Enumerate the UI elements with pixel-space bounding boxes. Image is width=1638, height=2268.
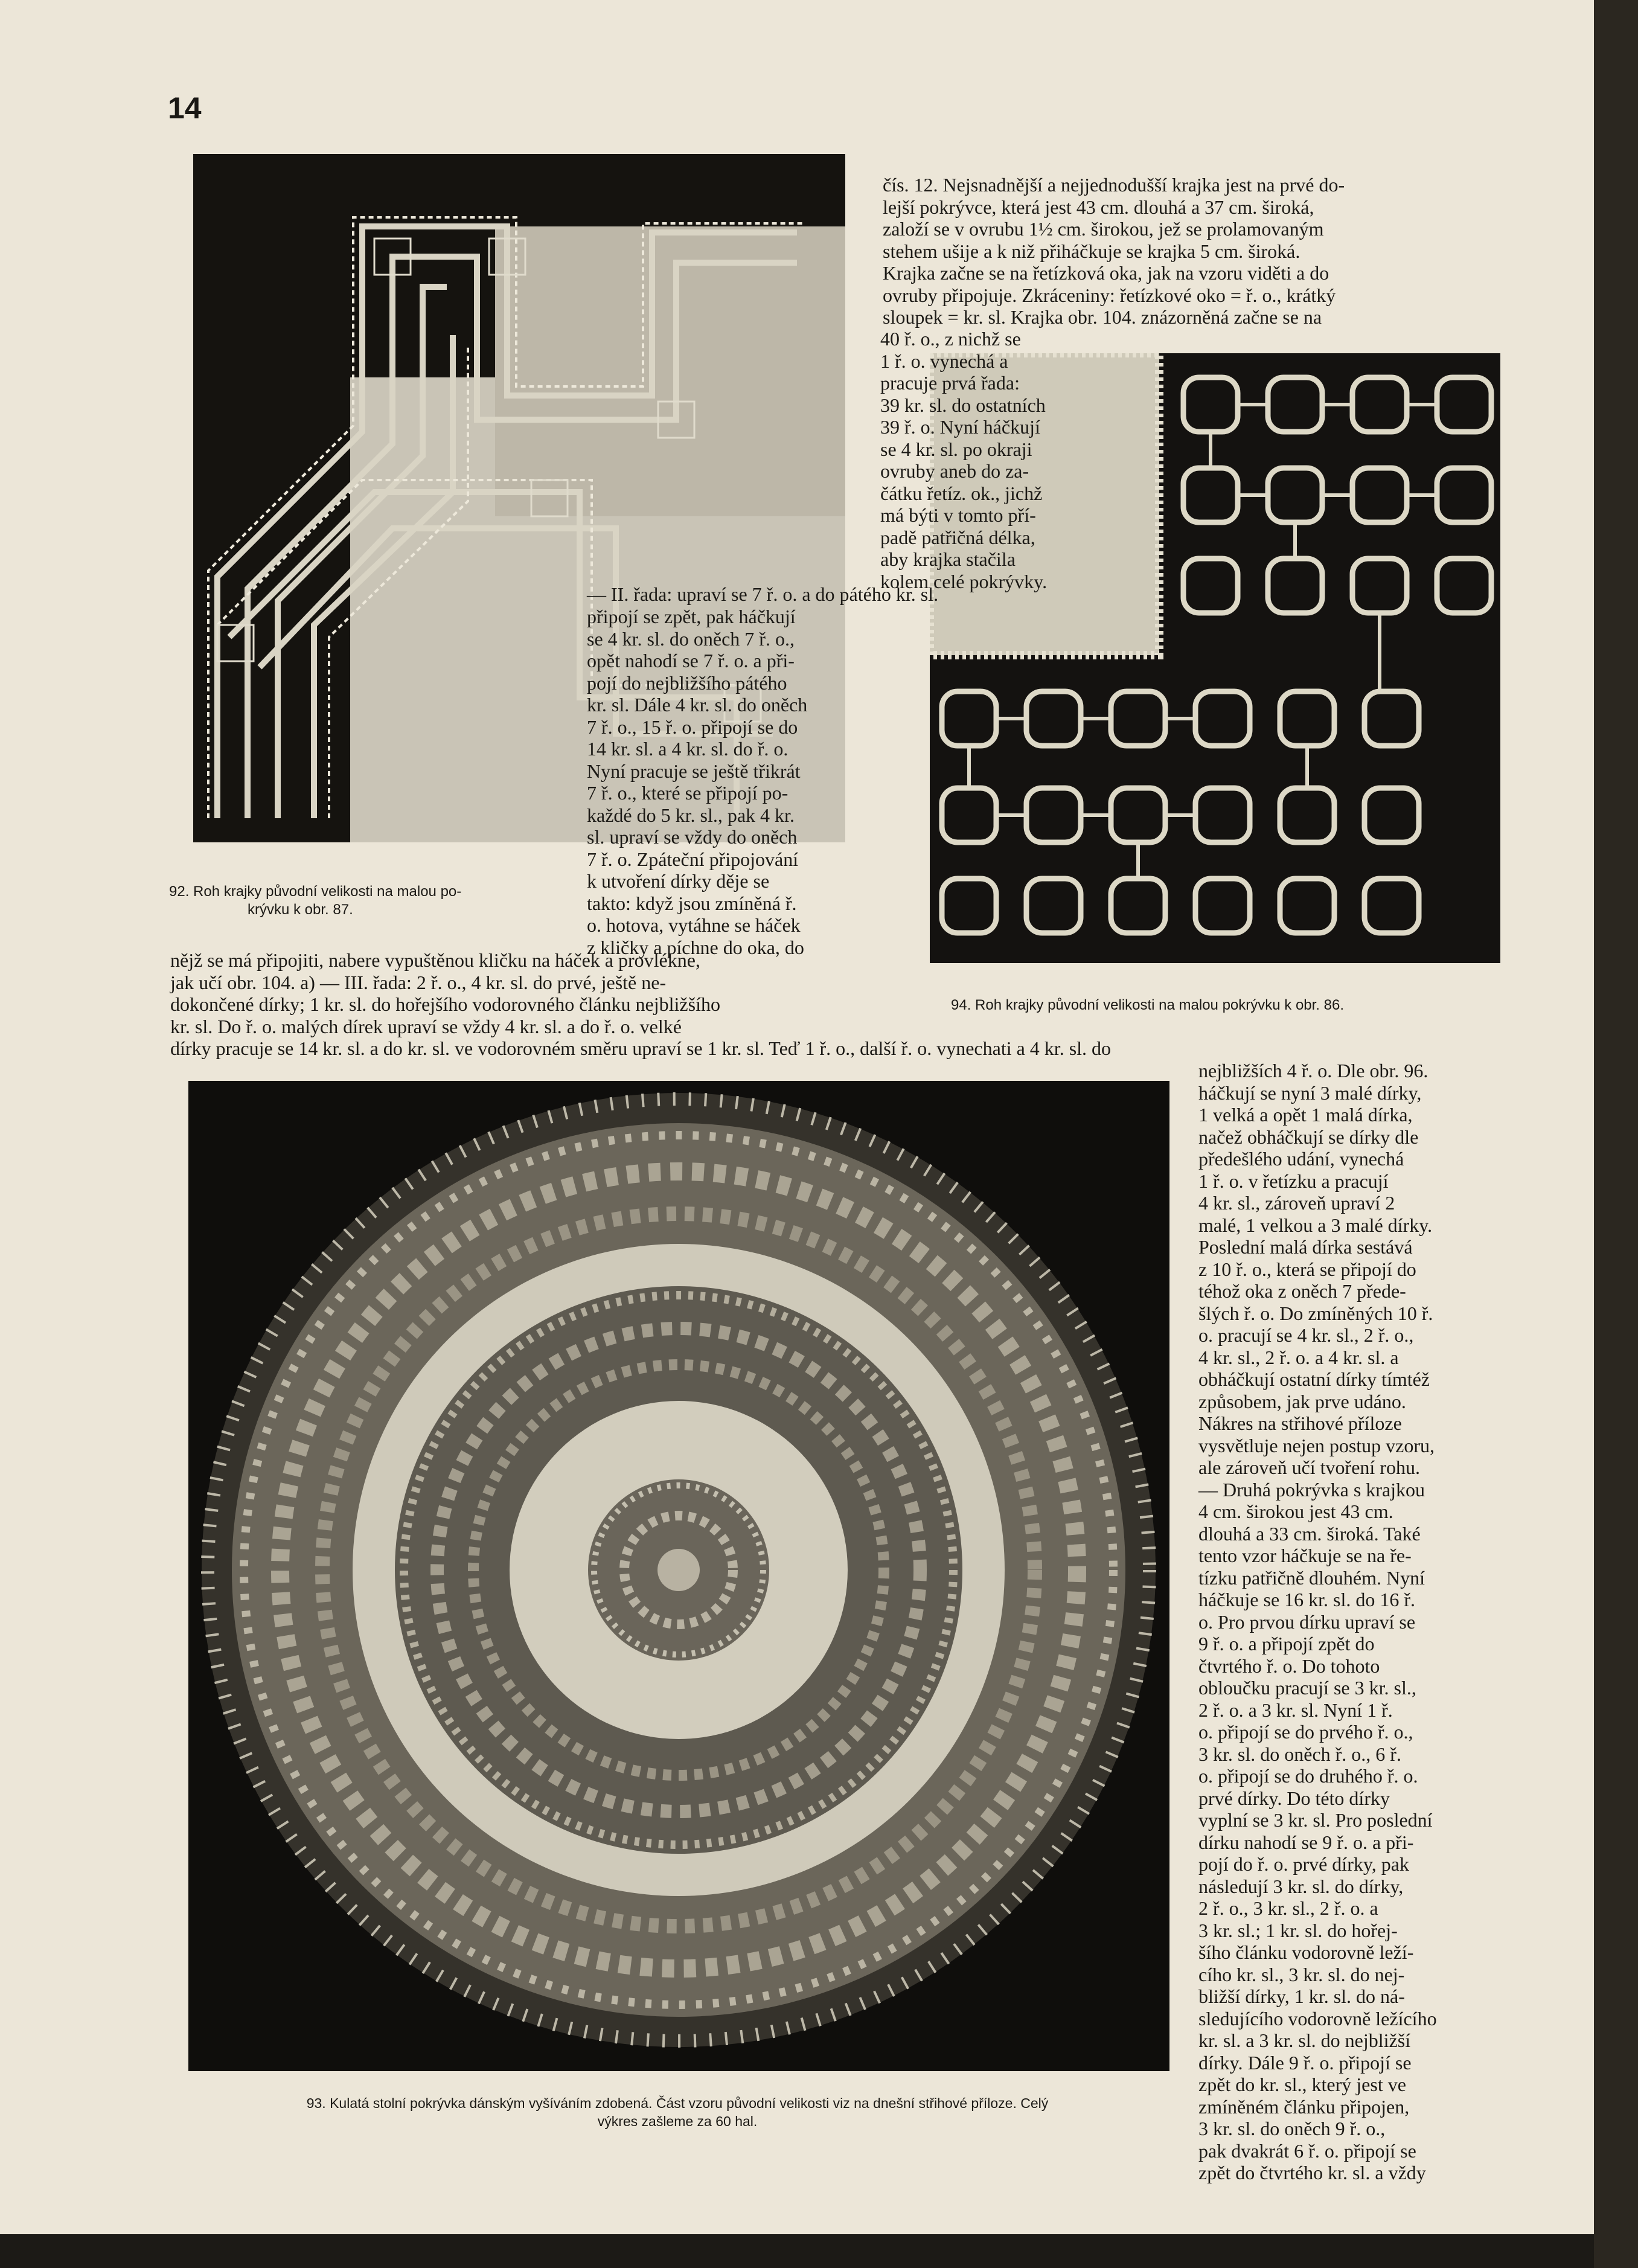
text-line: vyplní se 3 kr. sl. Pro poslední [1198, 1809, 1433, 1831]
text-line: způsobem, jak prve udáno. [1198, 1390, 1406, 1412]
text-line: má býti v tomto pří- [880, 504, 1036, 526]
text-line: šího článku vodorovně leží- [1198, 1941, 1414, 1963]
text-line: Poslední malá dírka sestává [1198, 1236, 1413, 1258]
figure-94-caption [951, 996, 1506, 1014]
text-line: načež obháčkují se dírky dle [1198, 1126, 1419, 1148]
text-line: 7 ř. o., které se připojí po- [587, 782, 789, 804]
caption-line: 93. Kulatá stolní pokrývka dánským vyšíváním zdobená. Část vzoru původní velikosti viz na dnešní střihové příloze. Celý [306, 2095, 1049, 2111]
text-line: 39 kr. sl. do ostatních [880, 394, 1046, 416]
text-line: ovruby aneb do za- [880, 460, 1029, 482]
text-line: o. připojí se do druhého ř. o. [1198, 1765, 1418, 1787]
text-line: 7 ř. o. Zpáteční připojování [587, 848, 799, 870]
text-line: každé do 5 kr. sl., pak 4 kr. [587, 804, 795, 826]
text-line: z kličky a píchne do oka, do [587, 936, 804, 958]
text-line: Krajka začne se na řetízková oka, jak na vzoru viděti a do [883, 262, 1329, 284]
text-line: 1 velká a opět 1 malá dírka, [1198, 1104, 1413, 1126]
text-line: obháčkují ostatní dírky tímtéž [1198, 1368, 1430, 1390]
caption-line: krývku k obr. 87. [248, 902, 353, 918]
text-line: sloupek = kr. sl. Krajka obr. 104. znázorněná začne se na [883, 306, 1322, 328]
text-line: vysvětluje nejen postup vzoru, [1198, 1434, 1435, 1456]
text-line: zmíněném článku připojen, [1198, 2095, 1410, 2118]
round-embroidered-tablecloth-photo-icon [188, 1081, 1169, 2071]
text-line: prvé dírky. Do této dírky [1198, 1787, 1390, 1809]
second-row-line [587, 583, 1468, 606]
text-line: Nákres na střihové příloze [1198, 1412, 1402, 1434]
text-line: kr. sl. Do ř. o. malých dírek upraví se vždy 4 kr. sl. a do ř. o. velké [170, 1015, 682, 1037]
text-line: o. připojí se do prvého ř. o., [1198, 1721, 1413, 1743]
caption-line: 92. Roh krajky původní velikosti na malou po- [169, 883, 462, 900]
text-line: sledujícího vodorovně ležícího [1198, 2007, 1437, 2029]
right-column-text [1198, 1060, 1500, 2184]
text-line: jak učí obr. 104. a) — III. řada: 2 ř. o., 4 kr. sl. do prvé, ještě ne- [170, 971, 667, 993]
figure-93-caption [170, 2094, 1185, 2130]
text-line: čtvrtého ř. o. Do tohoto [1198, 1655, 1380, 1677]
text-line: nejbližších 4 ř. o. Dle obr. 96. [1198, 1060, 1428, 1081]
text-line: obloučku pracují se 3 kr. sl., [1198, 1677, 1416, 1699]
text-line: dírky pracuje se 14 kr. sl. a do kr. sl. ve vodorovném směru upraví se 1 kr. sl. Teď 1 ř. o., další ř. o. vynechati a 4 kr. sl. do [170, 1037, 1112, 1059]
text-line: padě patřičná délka, [880, 526, 1035, 548]
text-line: kr. sl. Dále 4 kr. sl. do oněch [587, 694, 808, 716]
text-line: se 4 kr. sl. do oněch 7 ř. o., [587, 627, 795, 650]
text-line: sl. upraví se vždy do oněch [587, 826, 798, 848]
text-line: malé, 1 velkou a 3 malé dírky. [1198, 1214, 1433, 1236]
text-line: — II. řada: upraví se 7 ř. o. a do pátého kr. sl. [587, 583, 939, 605]
text-line: pracuje prvá řada: [880, 372, 1020, 394]
text-line: dírku nahodí se 9 ř. o. a při- [1198, 1831, 1414, 1853]
text-line: tento vzor háčkuje se na ře- [1198, 1545, 1412, 1566]
text-line: 39 ř. o. Nyní háčkují [880, 416, 1040, 438]
text-line: pak dvakrát 6 ř. o. připojí se [1198, 2139, 1416, 2162]
text-line: 1 ř. o. v řetízku a pracují [1198, 1170, 1389, 1192]
text-line: o. pracují se 4 kr. sl., 2 ř. o., [1198, 1324, 1414, 1346]
text-line: založí se v ovrubu 1½ cm. širokou, jež se prolamovaným [883, 218, 1324, 240]
text-line: 4 kr. sl., zároveň upraví 2 [1198, 1192, 1395, 1214]
text-line: o. hotova, vytáhne se háček [587, 914, 801, 936]
text-line: 1 ř. o. vynechá a [880, 350, 1008, 372]
text-line: 40 ř. o., z nichž se [880, 328, 1021, 350]
text-line: následují 3 kr. sl. do dírky, [1198, 1875, 1404, 1897]
wide-paragraph [170, 949, 889, 1037]
text-line: nějž se má připojiti, nabere vypuštěnou kličku na háček a provlékne, [170, 949, 700, 971]
caption-line: výkres zašleme za 60 hal. [597, 2113, 758, 2129]
text-line: háčkuje se 16 kr. sl. do 16 ř. [1198, 1589, 1416, 1610]
text-line: se 4 kr. sl. po okraji [880, 438, 1032, 460]
text-line: z 10 ř. o., která se připojí do [1198, 1258, 1416, 1280]
text-line: takto: když jsou zmíněná ř. [587, 892, 797, 914]
middle-column-text [587, 606, 886, 958]
text-line: 4 cm. širokou jest 43 cm. [1198, 1501, 1393, 1522]
text-line: ovruby připojuje. Zkráceniny: řetízkové oko = ř. o., krátký [883, 284, 1336, 306]
text-line: kolem celé pokrývky. [880, 570, 1048, 592]
text-line: 3 kr. sl. do oněch 9 ř. o., [1198, 2118, 1386, 2139]
text-line: 4 kr. sl., 2 ř. o. a 4 kr. sl. a [1198, 1346, 1399, 1368]
text-line: 2 ř. o. a 3 kr. sl. Nyní 1 ř. [1198, 1699, 1393, 1721]
text-line: háčkují se nyní 3 malé dírky, [1198, 1081, 1422, 1104]
text-line: kr. sl. a 3 kr. sl. do nejbližší [1198, 2029, 1411, 2051]
caption-line: 94. Roh krajky původní velikosti na malou pokrývku k obr. 86. [951, 997, 1344, 1013]
page-number: 14 [168, 91, 202, 125]
text-line: cího kr. sl., 3 kr. sl. do nej- [1198, 1963, 1405, 1985]
text-line: stehem ušije a k niž přiháčkuje se krajka 5 cm. široká. [883, 240, 1300, 262]
text-line: Nyní pracuje se ještě třikrát [587, 760, 801, 782]
text-line: předešlého udání, vynechá [1198, 1148, 1404, 1170]
text-line: 3 kr. sl.; 1 kr. sl. do hořej- [1198, 1919, 1398, 1941]
text-line: 7 ř. o., 15 ř. o. připojí se do [587, 716, 798, 738]
text-line: zpět do čtvrtého kr. sl. a vždy [1198, 2162, 1426, 2183]
text-line: o. Pro prvou dírku upraví se [1198, 1610, 1416, 1633]
text-line: dlouhá a 33 cm. široká. Také [1198, 1522, 1421, 1545]
text-line: zpět do kr. sl., který jest ve [1198, 2074, 1406, 2095]
text-line: dokončené dírky; 1 kr. sl. do hořejšího vodorovného článku nejbližšího [170, 993, 720, 1015]
text-line: pojí do nejbližšího pátého [587, 671, 787, 694]
scan-binding-edge [1594, 0, 1638, 2268]
text-line: 14 kr. sl. a 4 kr. sl. do ř. o. [587, 738, 789, 760]
figure-93-photo [188, 1081, 1169, 2071]
text-line: k utvoření dírky děje se [587, 870, 770, 892]
intro-paragraph [883, 174, 1499, 328]
text-line: čís. 12. Nejsnadnější a nejjednodušší krajka jest na prvé do- [883, 174, 1345, 196]
text-line: lejší pokrývce, která jest 43 cm. dlouhá a 37 cm. široká, [883, 196, 1314, 218]
figure-92-caption [169, 883, 568, 919]
text-line: připojí se zpět, pak háčkují [587, 606, 796, 627]
text-line: ale zároveň učí tvoření rohu. [1198, 1456, 1420, 1478]
text-line: 9 ř. o. a připojí zpět do [1198, 1633, 1375, 1655]
text-line: šlých ř. o. Do zmíněných 10 ř. [1198, 1302, 1433, 1324]
text-line: tízku patřičně dlouhém. Nyní [1198, 1566, 1425, 1589]
narrow-column-text [880, 328, 1086, 592]
text-line: 2 ř. o., 3 kr. sl., 2 ř. o. a [1198, 1897, 1378, 1919]
text-line: aby krajka stačila [880, 548, 1016, 570]
text-line: 3 kr. sl. do oněch ř. o., 6 ř. [1198, 1743, 1401, 1765]
text-line: bližší dírky, 1 kr. sl. do ná- [1198, 1985, 1405, 2007]
text-line: — Druhá pokrývka s krajkou [1198, 1478, 1425, 1501]
full-width-line [170, 1037, 1499, 1060]
text-line: téhož oka z oněch 7 přede- [1198, 1280, 1406, 1302]
text-line: opět nahodí se 7 ř. o. a při- [587, 650, 795, 671]
text-line: dírky. Dále 9 ř. o. připojí se [1198, 2051, 1412, 2074]
text-line: pojí do ř. o. prvé dírky, pak [1198, 1853, 1409, 1875]
text-line: čátku řetíz. ok., jichž [880, 482, 1043, 504]
